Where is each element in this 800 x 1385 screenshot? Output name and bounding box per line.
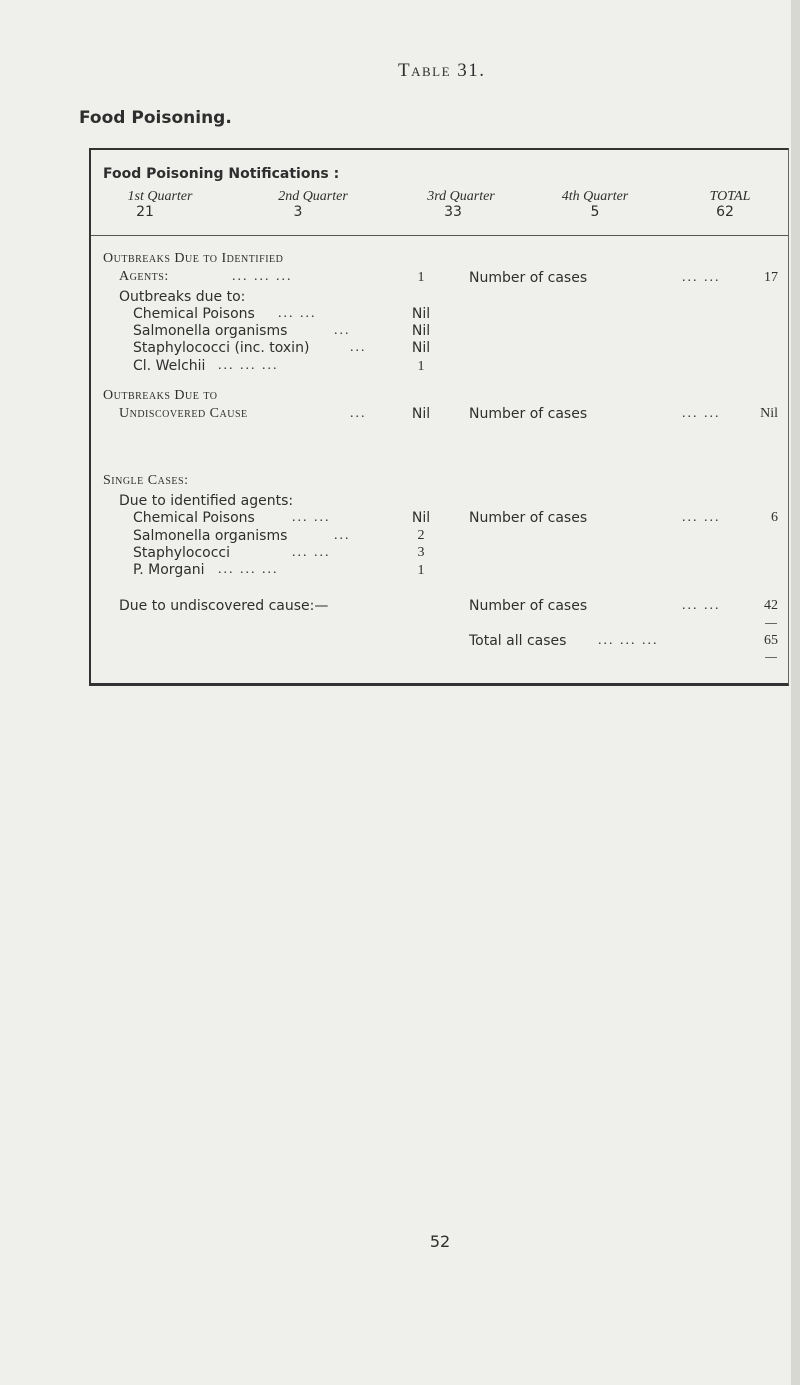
cases-label: Number of cases (469, 406, 588, 422)
single-item-value: 1 (417, 563, 425, 578)
section-title: Food Poisoning. (79, 108, 232, 128)
identified-item-value: Nil (411, 340, 431, 356)
leaders: ... ... ... (218, 562, 279, 577)
identified-item-label: Staphylococci (inc. toxin) (133, 340, 310, 356)
total-value: 65 (764, 633, 778, 648)
leaders: ... ... (682, 270, 721, 285)
quarter-value: 3 (293, 204, 303, 220)
identified-item-label: Chemical Poisons (133, 306, 255, 322)
notifications-heading: Food Poisoning Notifications : (103, 166, 340, 182)
single-heading: Single Cases: (103, 473, 189, 488)
identified-item-label: Salmonella organisms (133, 323, 288, 339)
single-item-value: 3 (417, 545, 425, 560)
undiscovered-heading: Outbreaks Due to (103, 388, 218, 403)
single-item-value: 2 (417, 528, 425, 543)
leaders: ... (334, 528, 351, 543)
single-item-label: Chemical Poisons (133, 510, 255, 526)
single-undiscovered-label: Due to undiscovered cause:— (119, 598, 329, 614)
single-undiscovered-cases-value: 42 (764, 598, 778, 613)
leaders: ... ... ... (598, 633, 659, 648)
leaders: ... ... (682, 406, 721, 421)
undiscovered-count: Nil (411, 406, 431, 422)
cases-label: Number of cases (469, 270, 588, 286)
sum-rule (765, 623, 777, 624)
single-item-label: P. Morgani (133, 562, 205, 578)
table-title: Table 31. (398, 60, 486, 81)
single-item-label: Staphylococci (133, 545, 231, 561)
quarter-value: 21 (136, 204, 154, 220)
single-item-value: Nil (411, 510, 431, 526)
quarter-label: 4th Quarter (561, 189, 629, 204)
leaders: ... ... (292, 510, 331, 525)
single-cases-value: 6 (771, 510, 778, 525)
total-rule (765, 657, 777, 658)
undiscovered-cases-value: Nil (760, 406, 778, 421)
identified-item-value: 1 (417, 359, 425, 374)
quarter-label: 2nd Quarter (278, 189, 348, 204)
single-item-label: Salmonella organisms (133, 528, 288, 544)
undiscovered-heading-2: Undiscovered Cause (119, 406, 248, 421)
leaders: ... ... (292, 545, 331, 560)
leaders: ... ... (682, 510, 721, 525)
quarter-label: TOTAL (709, 189, 751, 204)
identified-heading: Outbreaks Due to Identified (103, 251, 284, 266)
total-label: Total all cases (469, 633, 567, 649)
header-rule (91, 235, 788, 236)
identified-cases-value: 17 (764, 270, 778, 285)
leaders: ... ... (278, 306, 317, 321)
leaders: ... (350, 406, 367, 421)
leaders: ... (350, 340, 367, 355)
leaders: ... (334, 323, 351, 338)
identified-heading-2: Agents: (119, 269, 169, 284)
quarter-label: 1st Quarter (127, 189, 193, 204)
page-edge (791, 0, 800, 1385)
quarter-value: 62 (716, 204, 734, 220)
leaders: ... ... ... (232, 269, 293, 284)
leaders: ... ... ... (218, 358, 279, 373)
quarter-value: 5 (590, 204, 600, 220)
identified-item-value: Nil (411, 306, 431, 322)
identified-sub-heading: Outbreaks due to: (119, 289, 246, 305)
identified-item-value: Nil (411, 323, 431, 339)
page-number: 52 (429, 1232, 451, 1251)
quarter-value: 33 (444, 204, 462, 220)
quarter-label: 3rd Quarter (427, 189, 495, 204)
identified-count: 1 (417, 270, 425, 285)
identified-item-label: Cl. Welchii (133, 358, 206, 374)
cases-label: Number of cases (469, 510, 588, 526)
single-sub-heading: Due to identified agents: (119, 493, 294, 509)
cases-label: Number of cases (469, 598, 588, 614)
leaders: ... ... (682, 598, 721, 613)
